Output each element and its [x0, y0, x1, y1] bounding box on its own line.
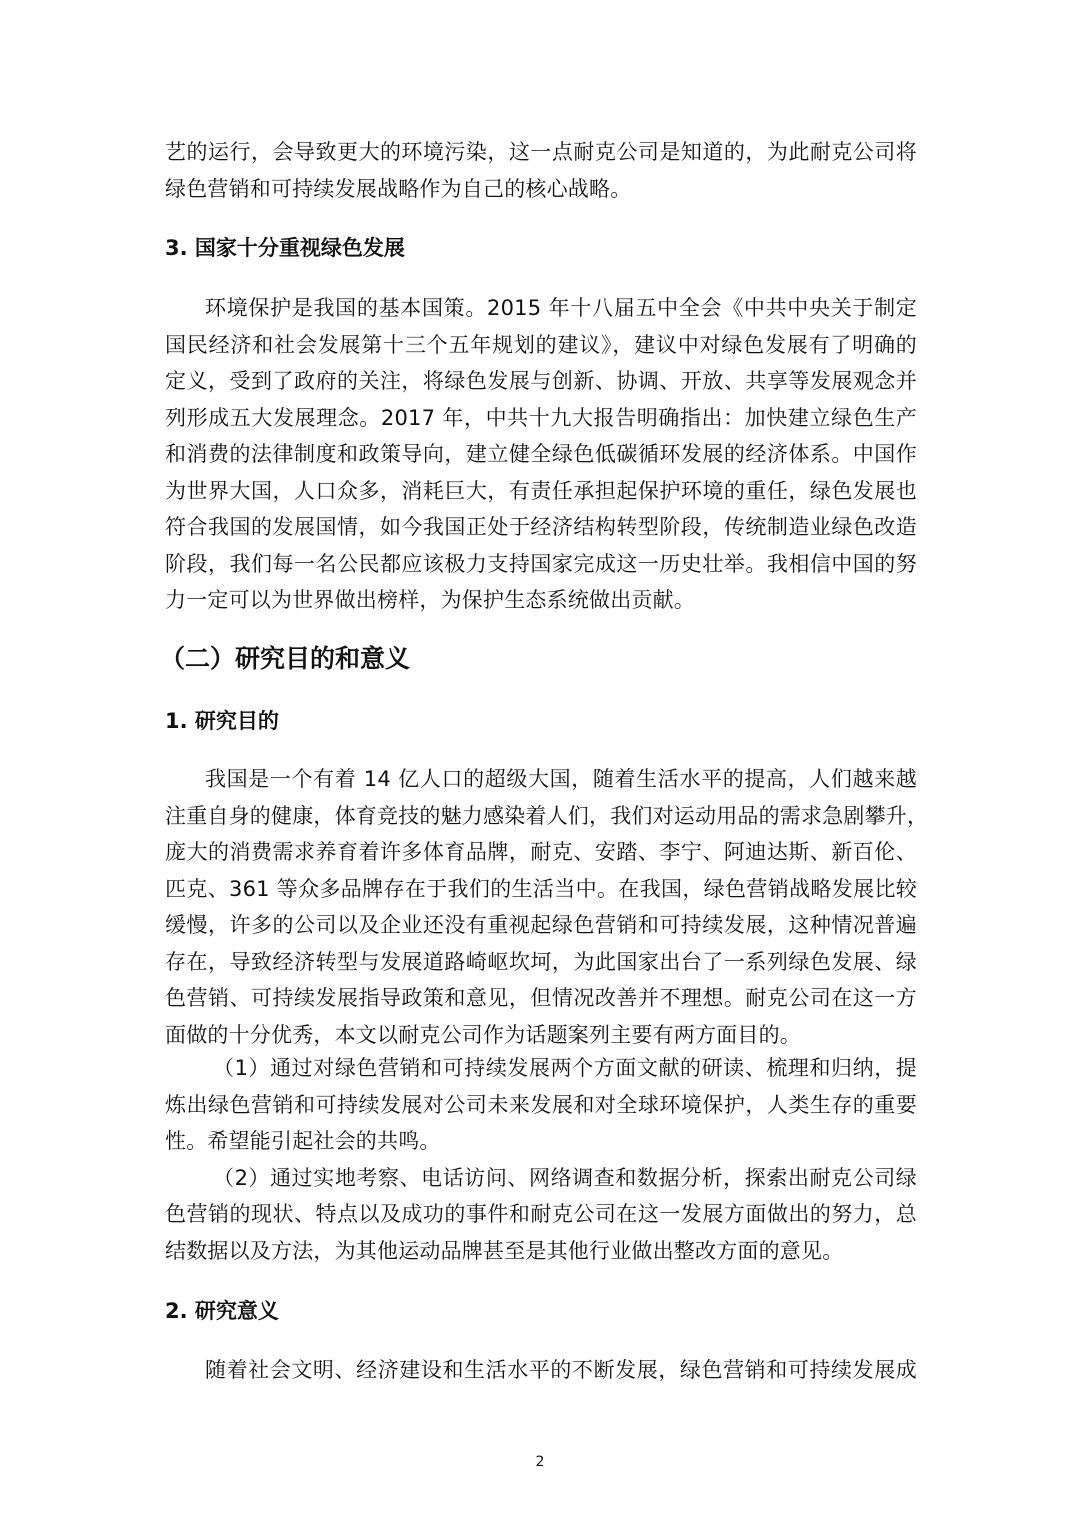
- paragraph-line: 列形成五大发展理念。2017 年，中共十九大报告明确指出：加快建立绿色生产: [165, 406, 917, 430]
- paragraph-line: 艺的运行，会导致更大的环境污染，这一点耐克公司是知道的，为此耐克公司将: [165, 140, 917, 164]
- list-item-line: 性。希望能引起社会的共鸣。: [165, 1129, 441, 1153]
- paragraph-line: 缓慢，许多的公司以及企业还没有重视起绿色营销和可持续发展，这种情况普遍: [165, 913, 917, 937]
- section-heading: 2. 研究意义: [165, 1299, 279, 1323]
- paragraph-line: 色营销、可持续发展指导政策和意见，但情况改善并不理想。耐克公司在这一方: [165, 986, 917, 1010]
- paragraph-line: 庞大的消费需求养育着许多体育品牌，耐克、安踏、李宁、阿迪达斯、新百伦、: [165, 840, 917, 864]
- page-number: 2: [535, 1454, 545, 1470]
- paragraph-line: 存在，导致经济转型与发展道路崎岖坎坷，为此国家出台了一系列绿色发展、绿: [165, 950, 917, 974]
- paragraph-line: 匹克、361 等众多品牌存在于我们的生活当中。在我国，绿色营销战略发展比较: [165, 877, 917, 901]
- paragraph-line: 力一定可以为世界做出榜样，为保护生态系统做出贡献。: [165, 588, 695, 612]
- list-item-line: 色营销的现状、特点以及成功的事件和耐克公司在这一发展方面做出的努力，总: [165, 1202, 917, 1226]
- paragraph-line: 符合我国的发展国情，如今我国正处于经济结构转型阶段，传统制造业绿色改造: [165, 515, 917, 539]
- list-item-line: （2）通过实地考察、电话访问、网络调查和数据分析，探索出耐克公司绿: [213, 1166, 917, 1190]
- section-heading: 3. 国家十分重视绿色发展: [165, 236, 405, 260]
- paragraph-line: 国民经济和社会发展第十三个五年规划的建议》，建议中对绿色发展有了明确的: [165, 333, 917, 357]
- chapter-subheading: （二）研究目的和意义: [160, 644, 411, 673]
- paragraph-line: 环境保护是我国的基本国策。2015 年十八届五中全会《中共中央关于制定: [205, 296, 917, 320]
- paragraph-line: 绿色营销和可持续发展战略作为自己的核心战略。: [165, 177, 632, 201]
- paragraph-line: 和消费的法律制度和政策导向，建立健全绿色低碳循环发展的经济体系。中国作: [165, 442, 917, 466]
- paragraph-line: 注重自身的健康，体育竞技的魅力感染着人们，我们对运动用品的需求急剧攀升，: [165, 804, 929, 828]
- paragraph-line: 定义，受到了政府的关注，将绿色发展与创新、协调、开放、共享等发展观念并: [165, 369, 917, 393]
- list-item-line: （1）通过对绿色营销和可持续发展两个方面文献的研读、梳理和归纳，提: [213, 1056, 917, 1080]
- paragraph-line: 面做的十分优秀，本文以耐克公司作为话题案列主要有两方面目的。: [165, 1023, 801, 1047]
- list-item-line: 炼出绿色营销和可持续发展对公司未来发展和对全球环境保护，人类生存的重要: [165, 1093, 917, 1117]
- list-item-line: 结数据以及方法，为其他运动品牌甚至是其他行业做出整改方面的意见。: [165, 1239, 844, 1263]
- section-heading: 1. 研究目的: [165, 709, 279, 733]
- paragraph-line: 为世界大国，人口众多，消耗巨大，有责任承担起保护环境的重任，绿色发展也: [165, 479, 917, 503]
- paragraph-line: 我国是一个有着 14 亿人口的超级大国，随着生活水平的提高，人们越来越: [205, 767, 917, 791]
- paragraph-line: 随着社会文明、经济建设和生活水平的不断发展，绿色营销和可持续发展成: [205, 1358, 917, 1382]
- paragraph-line: 阶段，我们每一名公民都应该极力支持国家完成这一历史壮举。我相信中国的努: [165, 552, 917, 576]
